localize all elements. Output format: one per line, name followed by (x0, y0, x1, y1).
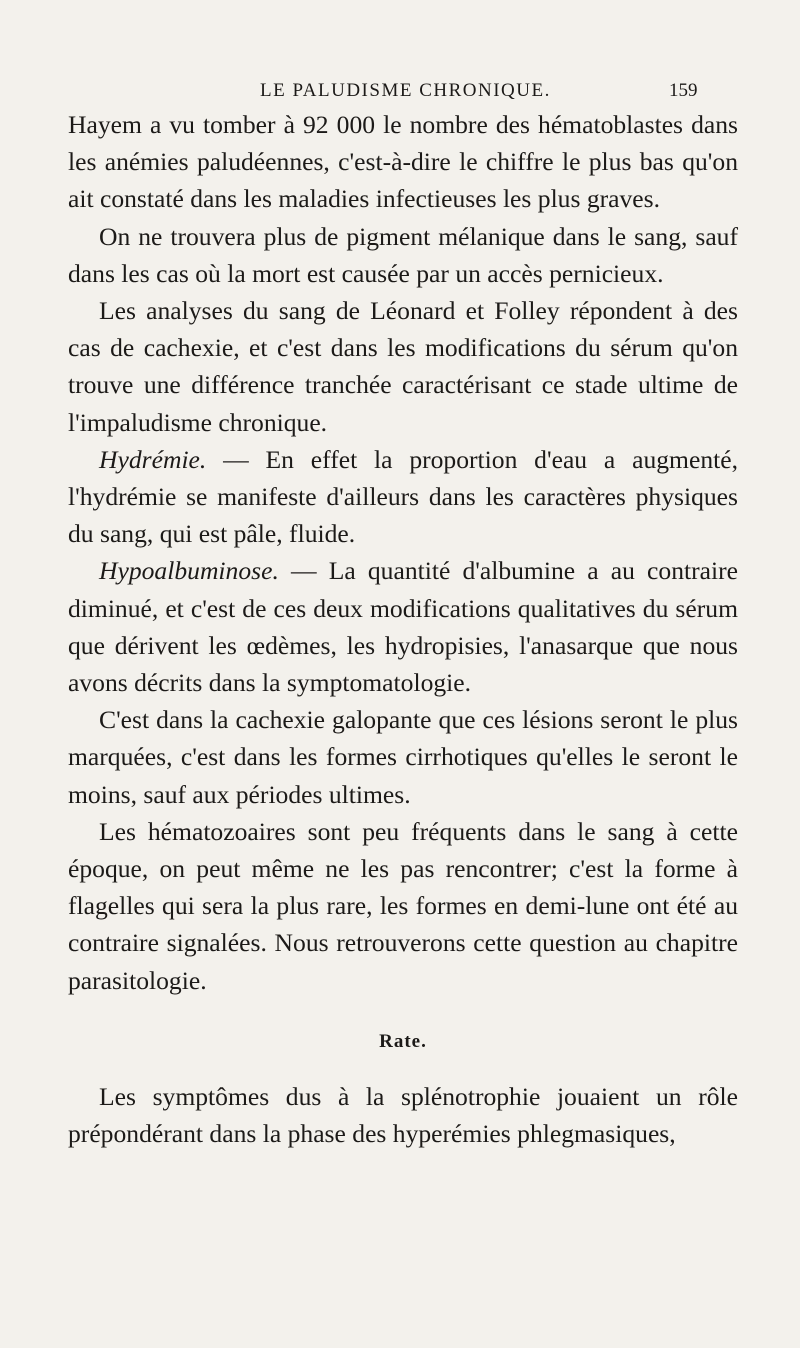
body-text (68, 106, 738, 1152)
section-heading: Rate. (379, 1030, 427, 1052)
term-hypoalbuminose: Hypoalbuminose. (99, 556, 279, 586)
paragraph-hematozoaires: Les hématozoaires sont peu fréquents dans le sang à cette époque, on peut même ne les pas rencontrer; c'est la forme à flagelles qui sera la plus rare, les formes en demi-lune ont été au contraire signalées. Nous retrouverons cette question au chapitre parasitologie. (68, 816, 738, 995)
paragraph-hypoalbuminose (68, 552, 738, 701)
paragraph-hydremie (68, 441, 738, 553)
paragraph-cachexie: C'est dans la cachexie galopante que ces lésions seront le plus marquées, c'est dans les formes cirrhotiques qu'elles le seront le moins, sauf aux périodes ultimes. (68, 705, 738, 809)
paragraph-analyses: Les analyses du sang de Léonard et Folley répondent à des cas de cachexie, et c'est dans les modifications du sérum qu'on trouve une différence tranchée caractérisant ce stade ultime de l'impaludisme chronique. (68, 296, 738, 437)
term-hydremie: Hydrémie. (99, 444, 207, 474)
running-title: LE PALUDISME CHRONIQUE. (260, 80, 551, 101)
paragraph-pigment: On ne trouvera plus de pigment mélanique dans le sang, sauf dans les cas où la mort est causée par un accès pernicieux. (68, 221, 738, 288)
page-number: 159 (669, 80, 698, 101)
hydremie-text: — En effet la proportion d'eau a augmenté, l'hydrémie se manifeste d'ailleurs dans les caractères physiques du sang, qui est pâle, fluide. (68, 444, 738, 549)
running-head (0, 80, 800, 104)
paragraph-rate: Les symptômes dus à la splénotrophie jouaient un rôle prépondérant dans la phase des hyperémies phlegmasiques, (68, 1082, 738, 1149)
hypoalbuminose-text: — La quantité d'albumine a au contraire diminué, et c'est de ces deux modifications qualitatives du sérum que dérivent les œdèmes, les hydropisies, l'anasarque que nous avons décrits dans la symptomatologie. (68, 556, 738, 698)
paragraph-hayem: Hayem a vu tomber à 92 000 le nombre des hématoblastes dans les anémies paludéennes, c'est-à-dire le chiffre le plus bas qu'on ait constaté dans les maladies infectieuses les plus graves. (68, 110, 738, 214)
